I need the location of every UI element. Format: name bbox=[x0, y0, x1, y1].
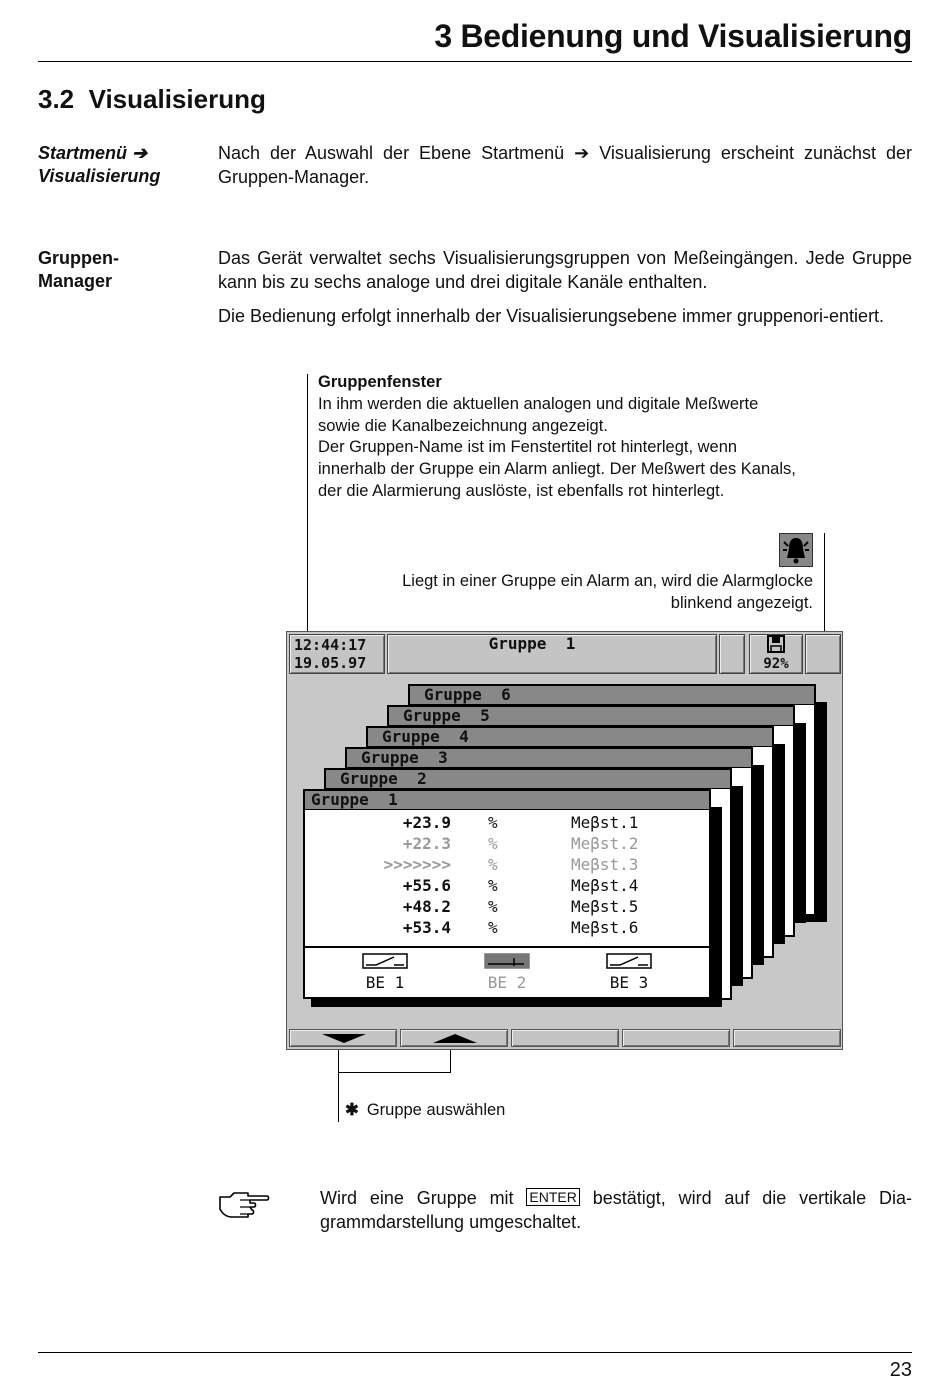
channel-name: Meβst.4 bbox=[571, 876, 639, 895]
channel-unit: % bbox=[488, 918, 498, 937]
channel-name: Meβst.5 bbox=[571, 897, 639, 916]
switch-open-icon bbox=[606, 953, 652, 969]
section-title: 3.2 Visualisierung bbox=[38, 84, 266, 114]
softkey-down[interactable] bbox=[289, 1029, 397, 1047]
page-number: 23 bbox=[889, 1359, 912, 1381]
side-label-startmenu: Startmenü ➔ Visualisierung bbox=[38, 143, 161, 186]
arrow-down-icon bbox=[290, 1030, 398, 1046]
pointing-hand-icon bbox=[218, 1187, 270, 1224]
callout-group-window: Gruppenfenster In ihm werden die aktuellen analogen und digitale Meßwerte sowie die Kanalbezeichnung angezeigt. Der Gruppen-Name ist im Fenstertitel rot hinterlegt, wenn innerhalb der Gruppe ein Alarm anliegt. Der Meßwert des Kanals, der die Alarmierung auslöste, ist ebenfalls rot hinterlegt. bbox=[318, 373, 796, 500]
channel-value: +22.3 bbox=[402, 834, 451, 853]
channel-unit: % bbox=[488, 876, 498, 895]
memory-status bbox=[749, 634, 803, 674]
channel-name: Meβst.1 bbox=[571, 813, 639, 832]
alarm-bell-icon bbox=[779, 533, 813, 567]
enter-key: ENTER bbox=[526, 1188, 579, 1206]
arrow-up-icon bbox=[401, 1030, 509, 1046]
channel-name: Meβst.6 bbox=[571, 918, 639, 937]
binary-input-2: BE 2 bbox=[477, 953, 537, 992]
footer-rule bbox=[38, 1352, 912, 1353]
memory-percent: 92% bbox=[763, 656, 789, 672]
active-group-title: Gruppe 1 bbox=[387, 634, 717, 674]
channel-name: Meβst.3 bbox=[571, 855, 639, 874]
switch-open-icon bbox=[362, 953, 408, 969]
channel-name: Meβst.2 bbox=[571, 834, 639, 853]
asterisk-marker: ✱ bbox=[345, 1101, 359, 1119]
floppy-icon bbox=[750, 635, 802, 655]
alarm-slot bbox=[719, 634, 745, 674]
channel-value: +53.4 bbox=[402, 918, 451, 937]
time-display: 12:44:17 bbox=[294, 636, 367, 654]
callout-alarm: Liegt in einer Gruppe ein Alarm an, wird die Alarmglocke blinkend angezeigt. bbox=[402, 572, 813, 612]
channel-unit: % bbox=[488, 855, 498, 874]
channel-unit: % bbox=[488, 834, 498, 853]
softkey-3[interactable] bbox=[511, 1029, 619, 1047]
bracket-bottom bbox=[338, 1072, 451, 1073]
chapter-title: 3 Bedienung und Visualisierung bbox=[434, 18, 912, 54]
channel-unit: % bbox=[488, 897, 498, 916]
callout-select-group: ✱ Gruppe auswählen bbox=[345, 1101, 506, 1119]
side-label-gruppen-manager: Gruppen- Manager bbox=[38, 248, 119, 291]
paragraph-gruppen-manager-2: Die Bedienung erfolgt innerhalb der Visualisierungsebene immer gruppenori-entiert. bbox=[218, 306, 885, 326]
binary-divider bbox=[305, 946, 709, 948]
softkey-4[interactable] bbox=[622, 1029, 730, 1047]
group-window-3[interactable]: Gruppe 3 bbox=[345, 747, 753, 979]
note-enter: Wird eine Gruppe mit ENTER bestätigt, wird auf die vertikale Dia-grammdarstellung umgeschaltet. bbox=[320, 1188, 912, 1232]
bracket-right bbox=[450, 1050, 451, 1072]
paragraph-startmenu: Nach der Auswahl der Ebene Startmenü ➔ Visualisierung erscheint zunächst der Gruppen-Manager. bbox=[218, 143, 912, 187]
bracket-stem bbox=[338, 1072, 339, 1122]
channel-value: +55.6 bbox=[402, 876, 451, 895]
alarm-bell-slot bbox=[805, 634, 841, 674]
channel-value: >>>>>>> bbox=[383, 855, 451, 874]
group-window-5[interactable]: Gruppe 5 bbox=[387, 705, 795, 937]
bracket-left bbox=[338, 1050, 339, 1072]
softkey-5[interactable] bbox=[733, 1029, 841, 1047]
channel-unit: % bbox=[488, 813, 498, 832]
group-window-4[interactable]: Gruppe 4 bbox=[366, 726, 774, 958]
clock-box bbox=[289, 634, 385, 674]
device-screen bbox=[286, 631, 843, 1050]
header-rule bbox=[38, 61, 912, 62]
group-window-6[interactable]: Gruppe 6 bbox=[408, 684, 816, 916]
switch-closed-icon bbox=[484, 953, 530, 969]
channel-value: +23.9 bbox=[402, 813, 451, 832]
date-display: 19.05.97 bbox=[294, 654, 367, 672]
group-window-2[interactable]: Gruppe 2 bbox=[324, 768, 732, 1000]
group-window-1[interactable]: Gruppe 1 +23.9 % Meβst.1 +22.3 % Meβst.2 >>>>>>> % Meβst.3 +55.6 % Meβst.4 +48.2 % Meβst.5 +53.4 % Meβst.6 BE 1 BE 2 BE 3 bbox=[303, 789, 711, 999]
binary-input-1: BE 1 bbox=[355, 953, 415, 992]
paragraph-gruppen-manager-1: Das Gerät verwaltet sechs Visualisierungsgruppen von Meßeingängen. Jede Gruppe kann bis zu sechs analoge und drei digitale Kanäle enthalten. bbox=[218, 248, 912, 292]
channel-value: +48.2 bbox=[402, 897, 451, 916]
binary-input-3: BE 3 bbox=[599, 953, 659, 992]
softkey-up[interactable] bbox=[400, 1029, 508, 1047]
